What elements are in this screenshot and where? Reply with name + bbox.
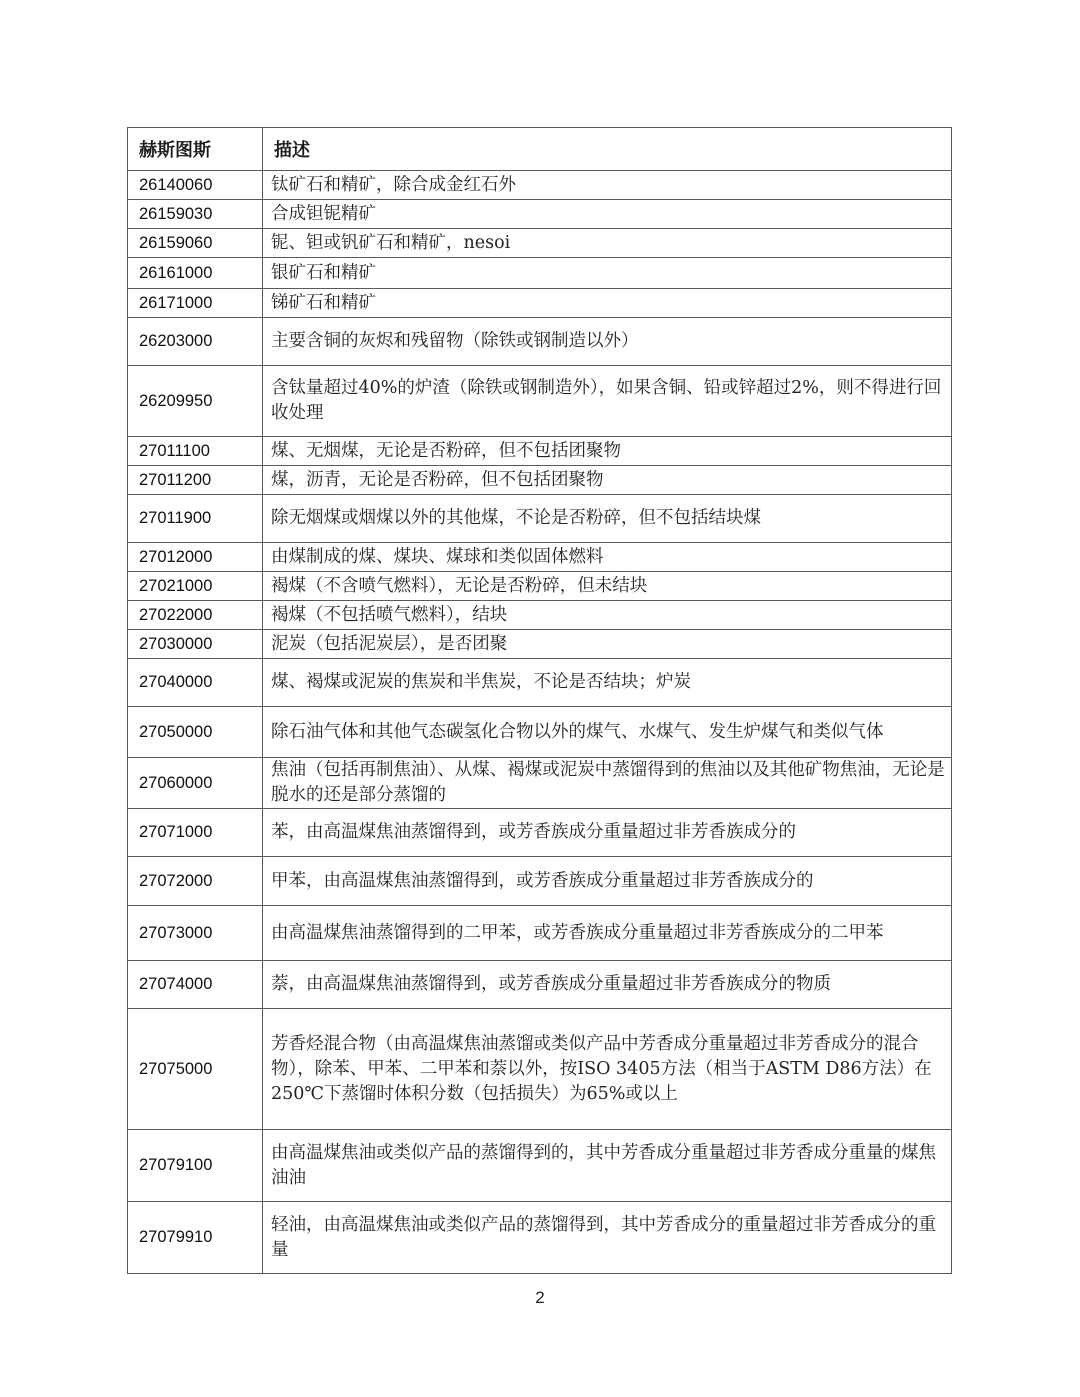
description-cell (263, 366, 952, 437)
hts-code-cell: 27073000 (128, 906, 263, 961)
description-cell (263, 1009, 952, 1130)
description-cell (263, 857, 952, 906)
description-text: 铌、钽或钒矿石和精矿，nesoi (271, 232, 511, 253)
hts-code-cell: 26159030 (128, 200, 263, 229)
description-cell (263, 809, 952, 857)
description-text: 银矿石和精矿 (271, 262, 376, 283)
description-cell (263, 171, 952, 200)
hts-code-cell: 26161000 (128, 258, 263, 289)
description-text: 除石油气体和其他气态碳氢化合物以外的煤气、水煤气、发生炉煤气和类似气体 (271, 721, 884, 742)
hts-code-cell: 27011100 (128, 437, 263, 466)
hts-code-cell: 27030000 (128, 630, 263, 659)
table-row (128, 258, 952, 289)
table-row (128, 437, 952, 466)
hts-code-cell: 26140060 (128, 171, 263, 200)
description-cell (263, 258, 952, 289)
description-text: 泥炭（包括泥炭层），是否团聚 (271, 633, 508, 654)
hts-code-cell: 27011900 (128, 495, 263, 543)
column-header-code: 赫斯图斯 (128, 128, 263, 171)
description-text: 轻油，由高温煤焦油或类似产品的蒸馏得到，其中芳香成分的重量超过非芳香成分的重量 (271, 1214, 936, 1260)
hts-code-cell: 27012000 (128, 543, 263, 572)
table-header-row (128, 128, 952, 171)
description-text: 主要含铜的灰烬和残留物（除铁或钢制造以外） (271, 331, 639, 351)
description-text: 苯，由高温煤焦油蒸馏得到，或芳香族成分重量超过非芳香族成分的 (271, 822, 796, 842)
table-body (128, 171, 952, 1274)
description-text: 焦油（包括再制焦油）、从煤、褐煤或泥炭中蒸馏得到的焦油以及其他矿物焦油，无论是脱水的还是部分蒸馏的 (271, 760, 945, 805)
description-cell (263, 1130, 952, 1202)
hts-code-cell: 27072000 (128, 857, 263, 906)
description-text: 由高温煤焦油或类似产品的蒸馏得到的，其中芳香成分重量超过非芳香成分重量的煤焦油油 (271, 1142, 936, 1188)
table-row (128, 630, 952, 659)
description-cell (263, 318, 952, 366)
hts-code-cell: 27074000 (128, 961, 263, 1009)
table-row (128, 659, 952, 707)
description-text: 煤，沥青，无论是否粉碎，但不包括团聚物 (271, 469, 604, 490)
table-row (128, 1202, 952, 1274)
column-header-description: 描述 (263, 128, 952, 171)
hts-code-cell: 27050000 (128, 707, 263, 758)
description-cell (263, 495, 952, 543)
hts-code-cell: 27021000 (128, 572, 263, 601)
hts-code-cell: 27075000 (128, 1009, 263, 1130)
description-text: 褐煤（不包括喷气燃料），结块 (271, 604, 508, 625)
description-cell (263, 200, 952, 229)
table-row (128, 1130, 952, 1202)
table-row (128, 758, 952, 809)
description-text: 由煤制成的煤、煤块、煤球和类似固体燃料 (271, 546, 604, 567)
description-cell (263, 758, 952, 809)
description-cell (263, 707, 952, 758)
description-text: 芳香烃混合物（由高温煤焦油蒸馏或类似产品中芳香成分重量超过非芳香成分的混合物），除苯、甲苯、二甲苯和萘以外，按ISO 3405方法（相当于ASTM D86方法）在250℃下蒸馏时体积分数（包括损失）为65%或以上 (271, 1033, 932, 1104)
hts-code-cell: 26209950 (128, 366, 263, 437)
description-text: 煤、无烟煤，无论是否粉碎，但不包括团聚物 (271, 440, 621, 461)
table-row (128, 1009, 952, 1130)
table-row (128, 200, 952, 229)
table-row (128, 366, 952, 437)
description-text: 煤、褐煤或泥炭的焦炭和半焦炭，不论是否结块；炉炭 (271, 672, 691, 692)
hts-code-cell: 27022000 (128, 601, 263, 630)
description-cell (263, 961, 952, 1009)
description-cell (263, 229, 952, 258)
table-row (128, 601, 952, 630)
hts-code-cell: 27060000 (128, 758, 263, 809)
table-row (128, 229, 952, 258)
table-row (128, 906, 952, 961)
table-row (128, 171, 952, 200)
page-number: 2 (535, 1288, 545, 1307)
table-row (128, 495, 952, 543)
hts-code-cell: 27040000 (128, 659, 263, 707)
table-row (128, 289, 952, 318)
table-row (128, 572, 952, 601)
table-row (128, 857, 952, 906)
table-row (128, 707, 952, 758)
table-row (128, 318, 952, 366)
description-cell (263, 906, 952, 961)
description-text: 锑矿石和精矿 (271, 292, 376, 313)
description-cell (263, 630, 952, 659)
description-text: 萘，由高温煤焦油蒸馏得到，或芳香族成分重量超过非芳香族成分的物质 (271, 974, 831, 994)
description-text: 甲苯，由高温煤焦油蒸馏得到，或芳香族成分重量超过非芳香族成分的 (271, 870, 814, 891)
description-text: 钛矿石和精矿，除合成金红石外 (271, 174, 516, 195)
description-cell (263, 466, 952, 495)
hts-code-cell: 26159060 (128, 229, 263, 258)
hts-table (127, 127, 952, 1274)
hts-code-cell: 27079910 (128, 1202, 263, 1274)
hts-code-cell: 27011200 (128, 466, 263, 495)
table-row (128, 543, 952, 572)
description-text: 含钛量超过40%的炉渣（除铁或钢制造外），如果含铜、铅或锌超过2%，则不得进行回收处理 (271, 378, 942, 423)
description-cell (263, 601, 952, 630)
table-row (128, 466, 952, 495)
description-text: 由高温煤焦油蒸馏得到的二甲苯，或芳香族成分重量超过非芳香族成分的二甲苯 (271, 922, 884, 943)
table-row (128, 809, 952, 857)
hts-code-cell: 26171000 (128, 289, 263, 318)
description-cell (263, 1202, 952, 1274)
description-text: 合成钽铌精矿 (271, 203, 376, 224)
description-cell (263, 572, 952, 601)
description-text: 褐煤（不含喷气燃料），无论是否粉碎，但未结块 (271, 575, 648, 596)
hts-code-cell: 26203000 (128, 318, 263, 366)
description-cell (263, 437, 952, 466)
description-cell (263, 543, 952, 572)
hts-code-cell: 27079100 (128, 1130, 263, 1202)
hts-code-cell: 27071000 (128, 809, 263, 857)
table-row (128, 961, 952, 1009)
description-cell (263, 289, 952, 318)
description-cell (263, 659, 952, 707)
description-text: 除无烟煤或烟煤以外的其他煤，不论是否粉碎，但不包括结块煤 (271, 508, 761, 528)
